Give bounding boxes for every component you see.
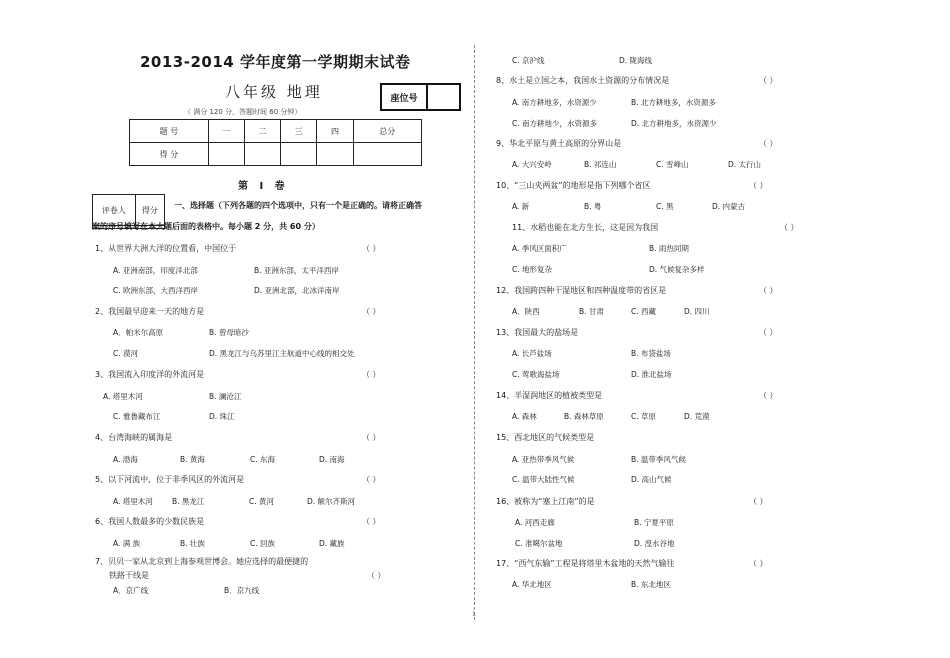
option: A. 森林 xyxy=(512,412,537,421)
answer-paren[interactable]: （ ） xyxy=(362,307,381,316)
option: C. 莺歌海盐场 xyxy=(512,370,560,379)
option: B. 澜沧江 xyxy=(209,392,242,401)
option: D. 太行山 xyxy=(728,160,762,169)
option: B. 曾母暗沙 xyxy=(209,328,249,337)
question-15: 15、西北地区的气候类型是 xyxy=(496,433,595,442)
option: A. 亚热带季风气候 xyxy=(512,455,575,464)
option: C. 南方耕地少，水资源多 xyxy=(512,119,598,128)
score-cell[interactable] xyxy=(317,143,353,166)
option: B. 温带季风气候 xyxy=(631,455,686,464)
answer-paren[interactable]: （ ） xyxy=(362,244,381,253)
question-5: 5、以下河流中，位于非季风区的外流河是 xyxy=(95,475,245,484)
option: B. 亚洲东部，太平洋西岸 xyxy=(254,266,339,275)
option: A．陕西 xyxy=(512,307,540,316)
option: A. 满 族 xyxy=(113,539,141,548)
seat-number-field[interactable] xyxy=(428,85,459,109)
exam-title: 2013-2014 学年度第一学期期末试卷 xyxy=(140,53,411,71)
question-11: 11、水稻也能在北方生长，这是因为我国 xyxy=(512,223,659,232)
option: A. 亚洲南部，印度洋北部 xyxy=(113,266,198,275)
option: C. 雅鲁藏布江 xyxy=(113,412,161,421)
answer-paren[interactable]: （ ） xyxy=(759,139,778,148)
option: C. 雪峰山 xyxy=(656,160,689,169)
option: D. 黑龙江与乌苏里江主航道中心线的相交处 xyxy=(209,349,355,358)
option: A. 渤海 xyxy=(113,455,138,464)
option: B. 黑龙江 xyxy=(172,497,205,506)
answer-paren[interactable]: （ ） xyxy=(749,497,768,506)
question-8: 8、水土是立国之本，我国水土资源的分布情况是 xyxy=(496,76,670,85)
instruction-line-1: 一、选择题（下列各题的四个选项中，只有一个是正确的。请将正确答 xyxy=(174,201,422,210)
question-6: 6、我国人数最多的少数民族是 xyxy=(95,517,205,526)
answer-paren[interactable]: （ ） xyxy=(759,391,778,400)
score-row-label: 得 分 xyxy=(130,143,209,166)
option: C. 黄河 xyxy=(249,497,275,506)
option: B. 壮族 xyxy=(180,539,205,548)
option: D. 藏族 xyxy=(319,539,345,548)
option: A. 塔里木河 xyxy=(113,497,153,506)
option: A. 华北地区 xyxy=(512,580,552,589)
option: B. 北方耕地多，水资源多 xyxy=(631,98,716,107)
score-cell[interactable] xyxy=(281,143,317,166)
answer-paren[interactable]: （ ） xyxy=(362,475,381,484)
option: A．帕米尔高原 xyxy=(113,328,164,337)
instruction-line-2: 案的序号填写在本大题后面的表格中。每小题 2 分，共 60 分） xyxy=(92,222,320,231)
score-table-header: 二 xyxy=(244,120,280,143)
option: A. 河西走廊 xyxy=(515,518,555,527)
option: B. 甘肃 xyxy=(579,307,604,316)
exam-subtitle: 八年级 地理 xyxy=(225,83,323,101)
option: D. 内蒙古 xyxy=(712,202,746,211)
option: C. 欧洲东部，大西洋西岸 xyxy=(113,286,199,295)
option: C. 地形复杂 xyxy=(512,265,553,274)
question-2: 2、我国最早迎来一天的地方是 xyxy=(95,307,205,316)
score-cell[interactable] xyxy=(244,143,280,166)
seat-number-label: 座位号 xyxy=(382,85,428,109)
option: D. 珠江 xyxy=(209,412,235,421)
option: B. 黄海 xyxy=(180,455,205,464)
option: D. 湟水谷地 xyxy=(634,539,675,548)
question-13: 13、我国最大的盐场是 xyxy=(496,328,579,337)
option: A. 季风区面积广 xyxy=(512,244,567,253)
question-3: 3、我国流入印度洋的外流河是 xyxy=(95,370,205,379)
option: D. 淮北盐场 xyxy=(631,370,672,379)
answer-paren[interactable]: （ ） xyxy=(759,328,778,337)
score-table-header: 一 xyxy=(208,120,244,143)
answer-paren[interactable]: （ ） xyxy=(780,223,799,232)
option: A. 南方耕地多，水资源少 xyxy=(512,98,597,107)
question-7-cont: 铁路干线是 xyxy=(109,571,149,580)
seat-number-box xyxy=(380,83,461,111)
answer-paren[interactable]: （ ） xyxy=(749,559,768,568)
score-table-header: 四 xyxy=(317,120,353,143)
page-number: 1 xyxy=(472,611,476,618)
option: D. 气候复杂多样 xyxy=(649,265,705,274)
option: C. 漠河 xyxy=(113,349,139,358)
option: A．京广线 xyxy=(113,586,149,595)
question-16: 16、被称为“塞上江南”的是 xyxy=(496,497,595,506)
option: C. 东海 xyxy=(250,455,276,464)
option: B．京九线 xyxy=(224,586,260,595)
question-9: 9、华北平原与黄土高原的分界山是 xyxy=(496,139,622,148)
option: D. 荒漠 xyxy=(684,412,710,421)
option: D. 陇海线 xyxy=(619,56,653,65)
option: C. 西藏 xyxy=(631,307,657,316)
option: B. 粤 xyxy=(584,202,602,211)
answer-paren[interactable]: （ ） xyxy=(759,76,778,85)
option: C. 回族 xyxy=(250,539,276,548)
question-12: 12、我国跨四种干湿地区和四种温度带的省区是 xyxy=(496,286,667,295)
option: B. 祁连山 xyxy=(584,160,617,169)
option: D. 高山气候 xyxy=(631,475,672,484)
option: C. 草原 xyxy=(631,412,657,421)
answer-paren[interactable]: （ ） xyxy=(759,286,778,295)
grader-label: 评卷人 xyxy=(93,195,136,226)
grader-score-label: 得分 xyxy=(135,195,164,226)
score-table xyxy=(129,119,422,166)
option: D. 额尔齐斯河 xyxy=(307,497,356,506)
score-cell[interactable] xyxy=(208,143,244,166)
option: C. 准噶尔盆地 xyxy=(515,539,563,548)
option: B. 宁夏平原 xyxy=(634,518,674,527)
option: A. 新 xyxy=(512,202,530,211)
option: D. 南海 xyxy=(319,455,345,464)
option: B. 森林草原 xyxy=(564,412,604,421)
score-cell[interactable] xyxy=(353,143,421,166)
score-table-header: 总分 xyxy=(353,120,421,143)
question-7: 7、贝贝一家从北京到上海参观世博会。她应选择的最便捷的 xyxy=(95,557,309,566)
question-4: 4、台湾海峡的属海是 xyxy=(95,433,173,442)
option: A. 塔里木河 xyxy=(103,392,143,401)
answer-paren[interactable]: （ ） xyxy=(362,517,381,526)
option: C. 京沪线 xyxy=(512,56,545,65)
answer-paren[interactable]: （ ） xyxy=(367,571,386,580)
option: A. 长芦盐场 xyxy=(512,349,552,358)
question-10: 10、“三山夹两盆”的地形是指下列哪个省区 xyxy=(496,181,651,190)
section-heading: 第 Ⅰ 卷 xyxy=(238,181,289,192)
question-14: 14、半湿润地区的植被类型是 xyxy=(496,391,603,400)
option: C. 温带大陆性气候 xyxy=(512,475,575,484)
option: B. 雨热同期 xyxy=(649,244,689,253)
option: A. 大兴安岭 xyxy=(512,160,552,169)
question-17: 17、“西气东输”工程是将塔里木盆地的天然气输往 xyxy=(496,559,675,568)
answer-paren[interactable]: （ ） xyxy=(362,433,381,442)
option: D. 亚洲北部，北冰洋南岸 xyxy=(254,286,340,295)
option: B. 布袋盐场 xyxy=(631,349,671,358)
option: D. 四川 xyxy=(684,307,710,316)
option: B. 东北地区 xyxy=(631,580,671,589)
option: D. 北方耕地多，水资源少 xyxy=(631,119,717,128)
exam-note: （ 满分 120 分，答题时间 60 分钟） xyxy=(184,108,302,116)
question-1: 1、从世界大洲大洋的位置看，中国位于 xyxy=(95,244,237,253)
column-divider xyxy=(474,45,475,620)
score-table-header: 三 xyxy=(281,120,317,143)
answer-paren[interactable]: （ ） xyxy=(362,370,381,379)
answer-paren[interactable]: （ ） xyxy=(749,181,768,190)
score-table-header: 题 号 xyxy=(130,120,209,143)
option: C. 黑 xyxy=(656,202,674,211)
